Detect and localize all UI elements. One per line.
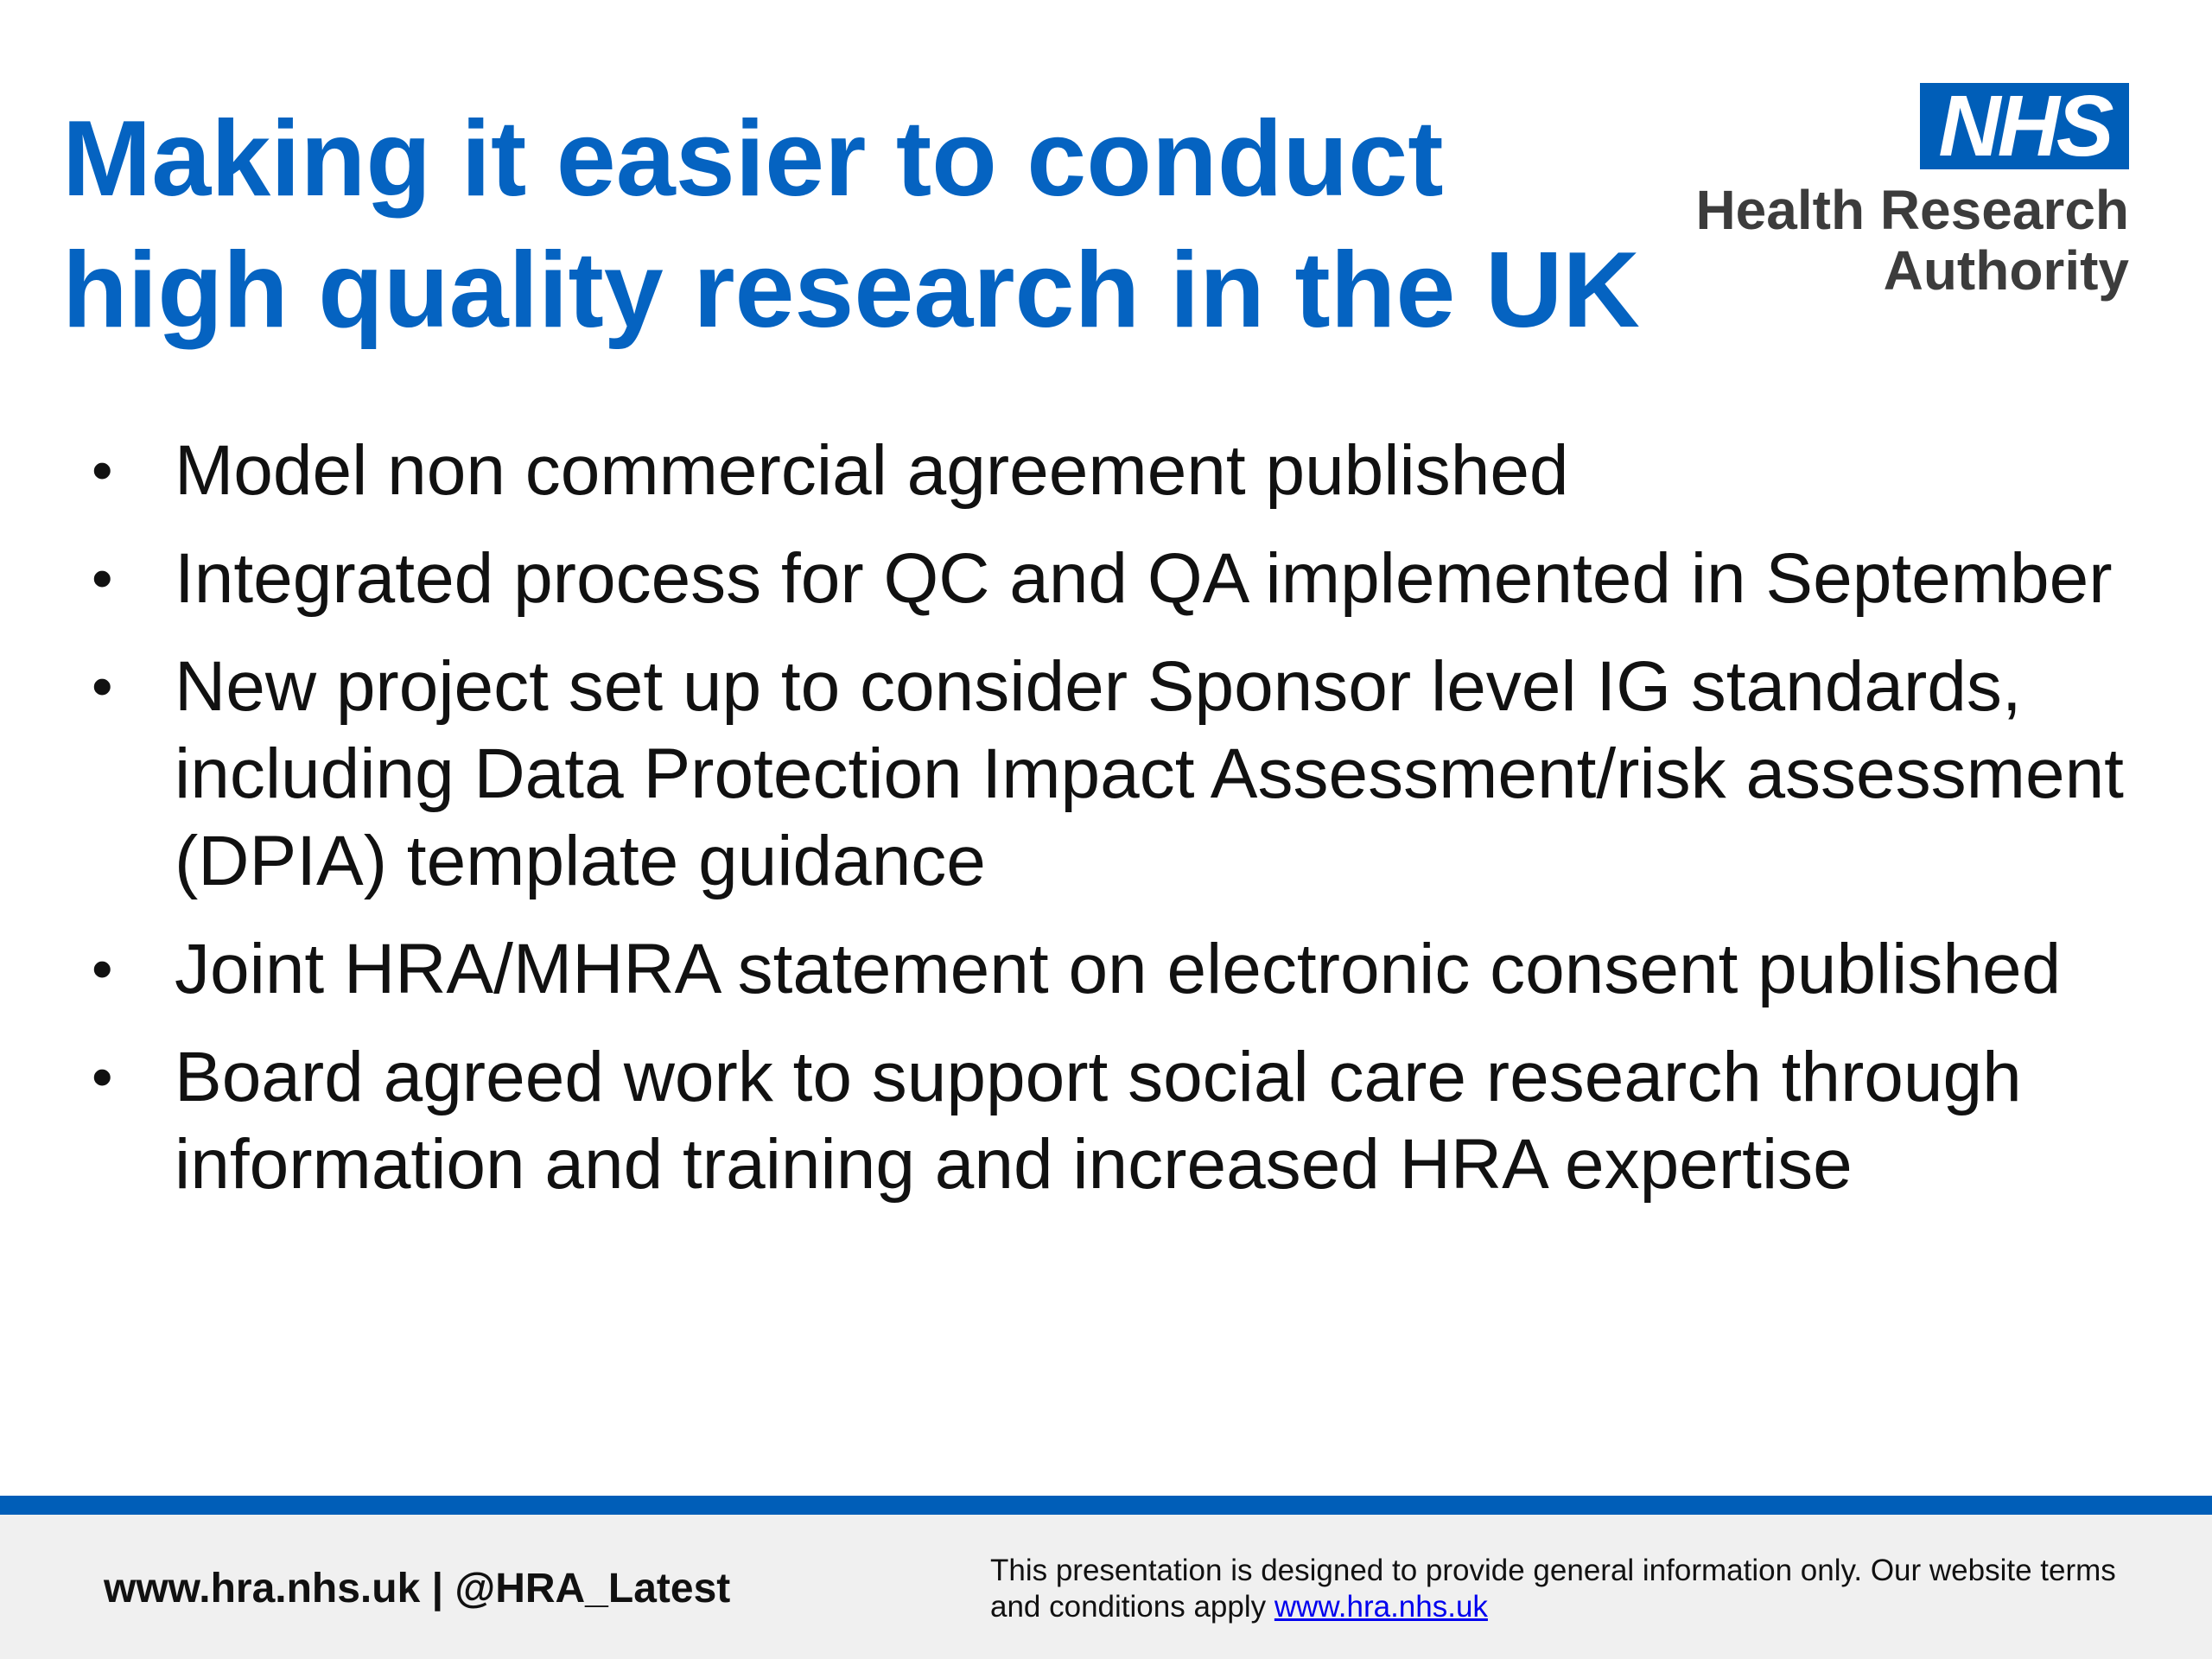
bullet-dot: • — [92, 1043, 113, 1110]
nhs-hra-logo — [1645, 83, 2129, 316]
bullet-text: Model non commercial agreement published — [175, 431, 1569, 510]
slide-title-line-1: Making it easier to conduct — [62, 99, 1444, 219]
bullet-item — [86, 643, 2143, 905]
bullet-dot: • — [92, 935, 113, 1002]
org-name-line-1: Health Research — [1695, 179, 2129, 241]
org-name — [1695, 180, 2129, 301]
footer-divider — [0, 1496, 2212, 1515]
disclaimer-line-1: This presentation is designed to provide general information only. Our website terms — [990, 1554, 2116, 1587]
footer — [0, 1515, 2212, 1659]
bullet-text: New project set up to consider Sponsor level IG standards, including Data Protection Impact Assessment/risk assessment (DPIA) template guidance — [175, 647, 2124, 900]
bullet-item — [86, 535, 2143, 622]
slide-title — [62, 93, 1704, 356]
bullet-item — [86, 925, 2143, 1013]
bullet-item — [86, 1033, 2143, 1208]
disclaimer-line-2-text: and conditions apply — [990, 1590, 1267, 1624]
slide-title-line-2: high quality research in the UK — [62, 231, 1640, 350]
bullet-dot: • — [92, 544, 113, 612]
bullet-list — [86, 427, 2143, 1229]
bullet-text: Board agreed work to support social care research through information and training and increased HRA expertise — [175, 1038, 2022, 1204]
bullet-dot: • — [92, 436, 113, 504]
disclaimer-line-2 — [990, 1589, 2139, 1625]
footer-contact: www.hra.nhs.uk | @HRA_Latest — [104, 1566, 731, 1611]
bullet-text: Joint HRA/MHRA statement on electronic consent published — [175, 930, 2062, 1008]
bullet-item — [86, 427, 2143, 514]
bullet-text: Integrated process for QC and QA implemented in September — [175, 539, 2113, 618]
website-link[interactable]: www.hra.nhs.uk — [1274, 1590, 1488, 1624]
nhs-badge: NHS — [1920, 83, 2129, 169]
org-name-line-2: Authority — [1883, 239, 2129, 302]
bullet-dot: • — [92, 652, 113, 720]
footer-disclaimer — [990, 1553, 2139, 1625]
